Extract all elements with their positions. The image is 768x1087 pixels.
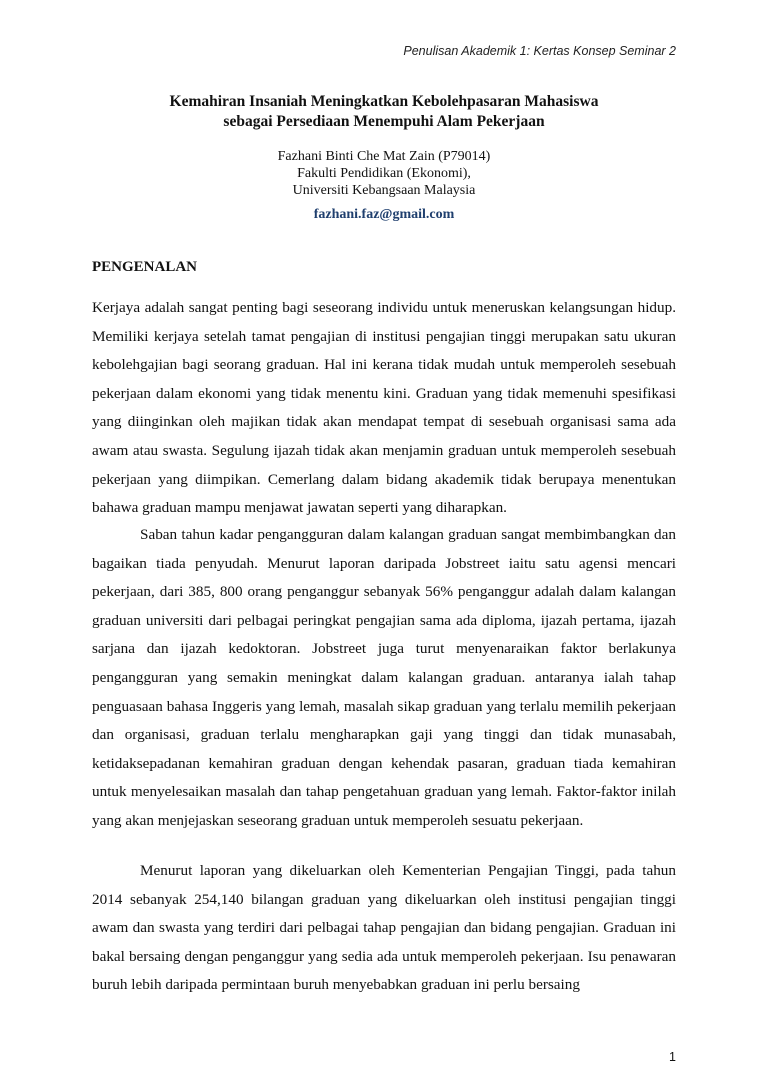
- paragraph-text: Kerjaya adalah sangat penting bagi seseorang individu untuk meneruskan kelangsungan hidup. Memiliki kerjaya setelah tamat pengajian di institusi pengajian tinggi merupakan satu ukuran kebolehgajian bagi seorang graduan. Hal ini kerana tidak mudah untuk memperoleh sesebuah pekerjaan dalam ekonomi yang tidak menentu kini. Graduan yang tidak memenuhi spesifikasi yang diinginkan oleh majikan tidak akan mendapat tempat di sesebuah organisasi sama ada awam atau swasta. Segulung ijazah tidak akan menjamin graduan untuk memperoleh sesebuah pekerjaan yang diimpikan. Cemerlang dalam bidang akademik tidak berupaya menentukan bahawa graduan mampu menjawat jawatan seperti yang diharapkan.: [92, 299, 676, 517]
- paragraph-1: [92, 294, 676, 523]
- author-name: Fazhani Binti Che Mat Zain (P79014): [277, 149, 491, 164]
- paragraph-text: Saban tahun kadar pengangguran dalam kalangan graduan sangat membimbangkan dan bagaikan tiada penyudah. Menurut laporan daripada Jobstreet iaitu satu agensi mencari pekerjaan, dari 385, 800 orang penganggur sebanyak 56% penganggur adalah dalam kalangan graduan universiti dari pelbagai peringkat pengajian sama ada diploma, ijazah pertama, ijazah sarjana dan ijazah kedoktoran. Jobstreet juga turut menyenaraikan faktor berlakunya pengangguran yang semakin meningkat dalam kalangan graduan. antaranya ialah tahap penguasaan bahasa Inggeris yang lemah, masalah sikap graduan yang terlalu memilih pekerjaan dan organisasi, graduan terlalu mengharapkan gaji yang tinggi dan tidak munasabah, ketidaksepadanan kemahiran graduan dengan kehendak pasaran, graduan tiada kemahiran untuk menyelesaikan masalah dan tahap pengetahuan graduan yang lemah. Faktor-faktor inilah yang akan menjejaskan seseorang graduan untuk memperoleh sesuatu pekerjaan.: [92, 526, 676, 829]
- author-email-text[interactable]: fazhani.faz@gmail.com: [313, 207, 455, 222]
- running-header: Penulisan Akademik 1: Kertas Konsep Seminar 2: [403, 44, 676, 58]
- paragraph-text: Menurut laporan yang dikeluarkan oleh Kementerian Pengajian Tinggi, pada tahun 2014 sebanyak 254,140 bilangan graduan yang dikeluarkan oleh institusi pengajian tinggi awam dan swasta yang terdiri dari pelbagai tahap pengajian dan bidang pengajian. Graduan ini bakal bersaing dengan penganggur yang sedia ada untuk memperoleh pekerjaan. Isu penawaran buruh lebih daripada permintaan buruh menyebabkan graduan ini perlu bersaing: [92, 862, 676, 994]
- author-email[interactable]: [92, 207, 676, 223]
- title-line-2: sebagai Persediaan Menempuhi Alam Pekerjaan: [223, 113, 545, 130]
- section-heading: PENGENALAN: [92, 259, 198, 275]
- author-faculty: Fakulti Pendidikan (Ekonomi),: [297, 166, 471, 181]
- title-line-1: Kemahiran Insaniah Meningkatkan Kebolehpasaran Mahasiswa: [169, 93, 599, 110]
- author-university: Universiti Kebangsaan Malaysia: [292, 183, 476, 198]
- page-number: 1: [669, 1050, 676, 1064]
- paper-title: [92, 92, 676, 132]
- author-info: [92, 148, 676, 199]
- paragraph-3: [92, 857, 676, 1000]
- paragraph-2: [92, 521, 676, 836]
